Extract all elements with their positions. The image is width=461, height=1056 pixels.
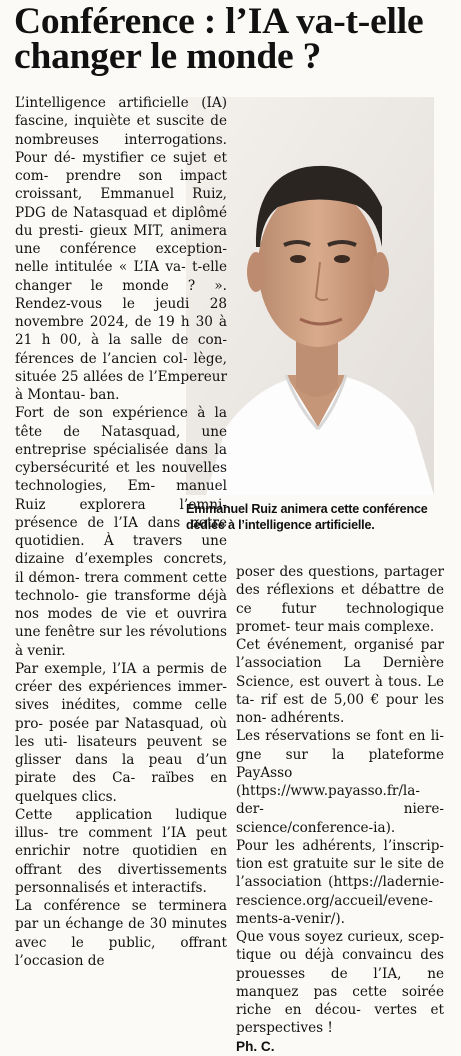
right-paragraph	[236, 727, 444, 837]
title-line-2: changer le monde ?	[14, 36, 322, 77]
text-line: sives inédites, comme celle pro-	[15, 697, 227, 732]
text-line: gne sur la plateforme PayAsso	[236, 746, 444, 781]
right-paragraph	[236, 928, 444, 1038]
text-line: lisateurs peuvent se glisser	[15, 733, 227, 768]
text-line: entreprise spécialisée	[15, 441, 169, 458]
text-line: Cette application ludique illus-	[15, 806, 227, 841]
text-line: de vie et ouvrira une fenêtre sur	[15, 606, 227, 641]
text-line: croissant, Emmanuel	[15, 186, 175, 203]
text-line: présence de l’IA dans notre	[15, 514, 227, 531]
text-line: dans la cybersécurité et	[15, 441, 228, 476]
text-line: niere-science/conference-ia).	[236, 801, 444, 836]
text-line: (IA) fascine, inquiète et	[15, 95, 228, 130]
caption-line-1: Emmanuel Ruiz animera cette conférence	[186, 502, 428, 516]
right-paragraph	[236, 563, 444, 636]
text-line: pas cette soirée riche en décou-	[236, 983, 444, 1018]
text-line: dans la peau d’un pirate des Ca-	[15, 752, 228, 787]
text-line: tique ou déjà convaincu des	[236, 947, 444, 964]
author-signature: Ph. C.	[236, 1038, 275, 1054]
text-line: futur technologique promet-	[236, 600, 444, 635]
left-paragraph	[15, 404, 227, 660]
text-line: notre quotidien en offrant des	[15, 843, 228, 878]
text-line: Les réservations se font en li-	[236, 728, 444, 745]
text-line: tre comment l’IA peut enrichir	[15, 825, 227, 860]
text-line: teur mais complexe.	[294, 618, 435, 635]
text-line: Cet événement, organisé par	[236, 637, 444, 653]
text-line: Ruiz, PDG de Natasquad	[15, 186, 227, 221]
right-column-body	[236, 563, 444, 1038]
text-line: la tête de Natasquad, une	[15, 405, 227, 440]
text-line: gie transforme déjà nos modes	[15, 587, 228, 622]
text-line: le jeudi 28 novembre	[15, 295, 227, 330]
caption-line-2: dédiée à l’intelligence artificielle.	[186, 518, 375, 532]
text-line: monde ? ». Rendez-vous	[15, 277, 227, 312]
text-line: posée par Natasquad, où les uti-	[15, 715, 227, 750]
text-line: et diplômé du presti-	[15, 204, 227, 239]
text-line: Pour les adhérents, l’inscrip-	[236, 837, 444, 854]
text-line: mystifier ce sujet et com-	[15, 149, 227, 184]
text-line: (https://www.payasso.fr/la-der-	[236, 783, 420, 818]
text-line: quotidien. À travers une dizaine	[15, 533, 227, 568]
text-line: trera comment cette technolo-	[15, 569, 227, 604]
text-line: raïbes en quelques clics.	[15, 770, 227, 805]
article-title	[14, 1, 454, 77]
left-paragraph	[15, 94, 227, 404]
text-line: et interactifs.	[114, 879, 207, 896]
text-line: créer des expériences immer-	[15, 679, 227, 695]
right-paragraph	[236, 636, 444, 727]
text-line: prouesses de l’IA, ne manquez	[236, 965, 444, 1000]
left-paragraph	[15, 806, 227, 897]
text-line: suscite de nombreuses	[15, 113, 227, 148]
text-line: vertes et perspectives !	[236, 1002, 444, 1037]
text-line: prendre son impact	[65, 168, 227, 184]
text-line: interrogations. Pour dé-	[15, 131, 227, 166]
text-line: poser des questions, partager	[236, 564, 444, 580]
text-line: l’Empereur à Montau-	[15, 368, 227, 403]
left-text-column	[15, 94, 227, 970]
text-line: rif est de 5,00 € pour les non-	[236, 691, 444, 726]
title-line-1: Conférence : l’IA va-t-elle	[14, 1, 424, 42]
text-line: le public, offrant l’occasion de	[15, 934, 227, 969]
text-line: nelle intitulée « L’IA va-	[15, 259, 186, 276]
text-line: les nouvelles technologies, Em-	[15, 460, 228, 495]
right-paragraph	[236, 837, 444, 928]
text-line: des réflexions et débattre de ce	[236, 582, 444, 617]
text-line: Science, est ouvert à tous. Le ta-	[236, 673, 444, 708]
left-paragraph	[15, 897, 227, 970]
text-line: manuel Ruiz explorera l’omni-	[15, 478, 228, 513]
text-line: 21 h 00, à la salle de con-	[15, 332, 227, 349]
text-line: d’exemples concrets, il démon-	[15, 551, 228, 586]
text-line: ments-a-venir/).	[236, 910, 345, 927]
text-line: Fort de son expérience à	[15, 405, 206, 422]
text-line: rescience.org/accueil/evene-	[236, 892, 433, 909]
text-line: Que vous soyez curieux, scep-	[236, 929, 444, 945]
text-line: ban.	[89, 387, 120, 403]
text-line: lège, située 25 allées de	[15, 350, 227, 385]
text-line: tion est gratuite sur le site de	[236, 856, 444, 872]
text-line: un échange de 30 minutes avec	[15, 916, 227, 951]
text-line: conférence exception-	[59, 241, 227, 257]
right-text-column	[236, 563, 444, 1056]
text-line: l’association (https://ladernie-	[236, 874, 444, 891]
text-line: 2024, de 19 h 30 à	[89, 314, 227, 330]
text-line: l’association La Dernière	[236, 655, 444, 672]
text-line: les révolutions à venir.	[15, 624, 227, 659]
text-line: gieux MIT, animera une	[15, 222, 227, 257]
text-line: t-elle changer le	[15, 259, 227, 294]
text-line: L’intelligence artificielle	[15, 95, 189, 111]
text-line: férences de l’ancien col-	[15, 350, 188, 367]
text-line: Par exemple, l’IA a permis de	[15, 660, 227, 677]
text-line: La conférence se terminera par	[15, 898, 227, 933]
left-paragraph	[15, 660, 227, 806]
text-line: divertissements personnalisés	[15, 861, 227, 896]
text-line: adhérents.	[270, 710, 345, 726]
